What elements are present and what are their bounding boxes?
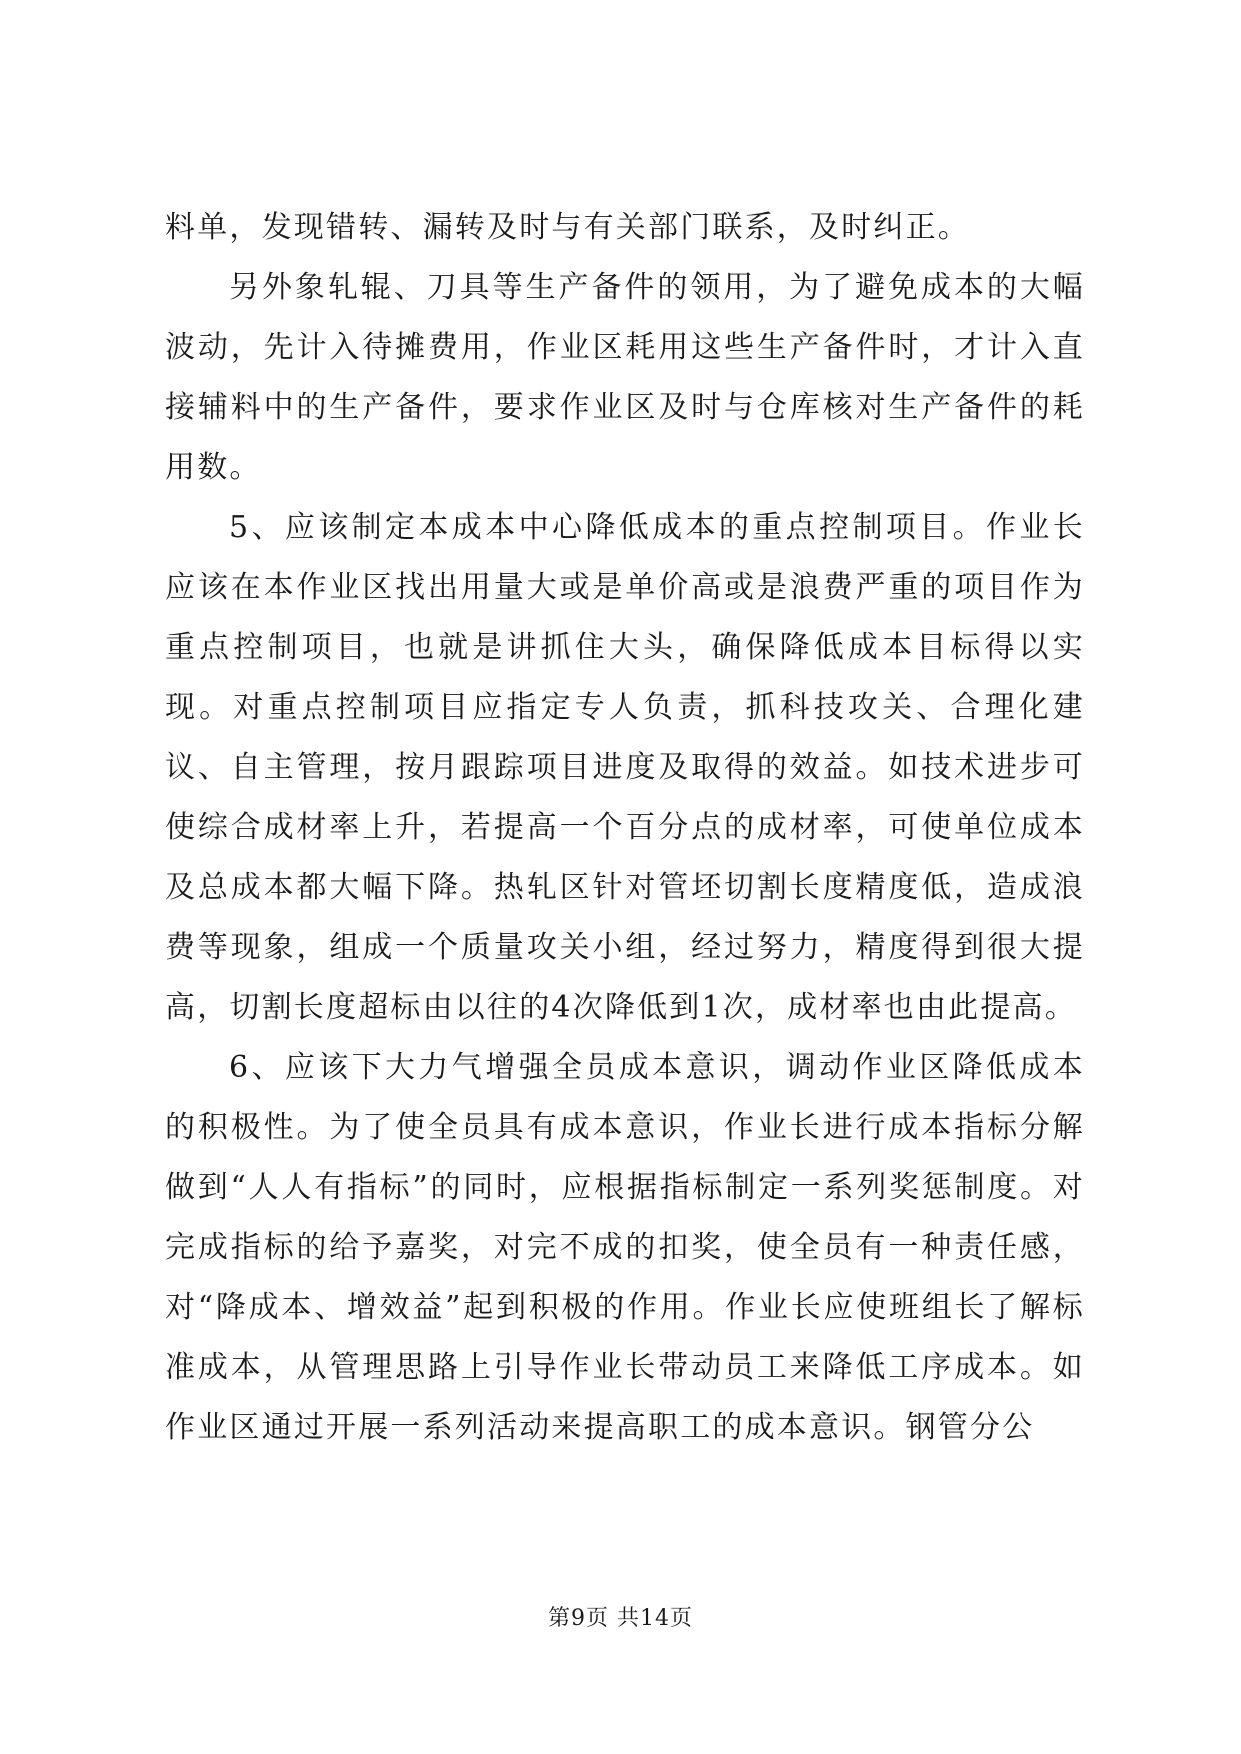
paragraph-3: 5、应该制定本成本中心降低成本的重点控制项目。作业长应该在本作业区找出用量大或是单价高或是浪费严重的项目作为重点控制项目，也就是讲抓住大头，确保降低成本目标得以实现。对重点控制项目应指定专人负责，抓科技攻关、合理化建议、自主管理，按月跟踪项目进度及取得的效益。如技术进步可使综合成材率上升，若提高一个百分点的成材率，可使单位成本及总成本都大幅下降。热轧区针对管坯切割长度精度低，造成浪费等现象，组成一个质量攻关小组，经过努力，精度得到很大提高，切割长度超标由以往的4次降低到1次，成材率也由此提高。 [165,510,1085,1025]
page-number-label: 第9页 共14页 [548,1606,693,1631]
page-footer [0,1604,1241,1634]
paragraph-1: 料单，发现错转、漏转及时与有关部门联系，及时纠正。 [165,210,970,245]
paragraph-4: 6、应该下大力气增强全员成本意识，调动作业区降低成本的积极性。为了使全员具有成本意识，作业长进行成本指标分解做到“人人有指标”的同时，应根据指标制定一系列奖惩制度。对完成指标的给予嘉奖，对完不成的扣奖，使全员有一种责任感，对“降成本、增效益”起到积极的作用。作业长应使班组长了解标准成本，从管理思路上引导作业长带动员工来降低工序成本。如作业区通过开展一系列活动来提高职工的成本意识。钢管分公 [165,1050,1085,1445]
paragraph-2: 另外象轧辊、刀具等生产备件的领用，为了避免成本的大幅波动，先计入待摊费用，作业区耗用这些生产备件时，才计入直接辅料中的生产备件，要求作业区及时与仓库核对生产备件的耗用数。 [165,270,1085,485]
document-body [165,198,1085,1458]
